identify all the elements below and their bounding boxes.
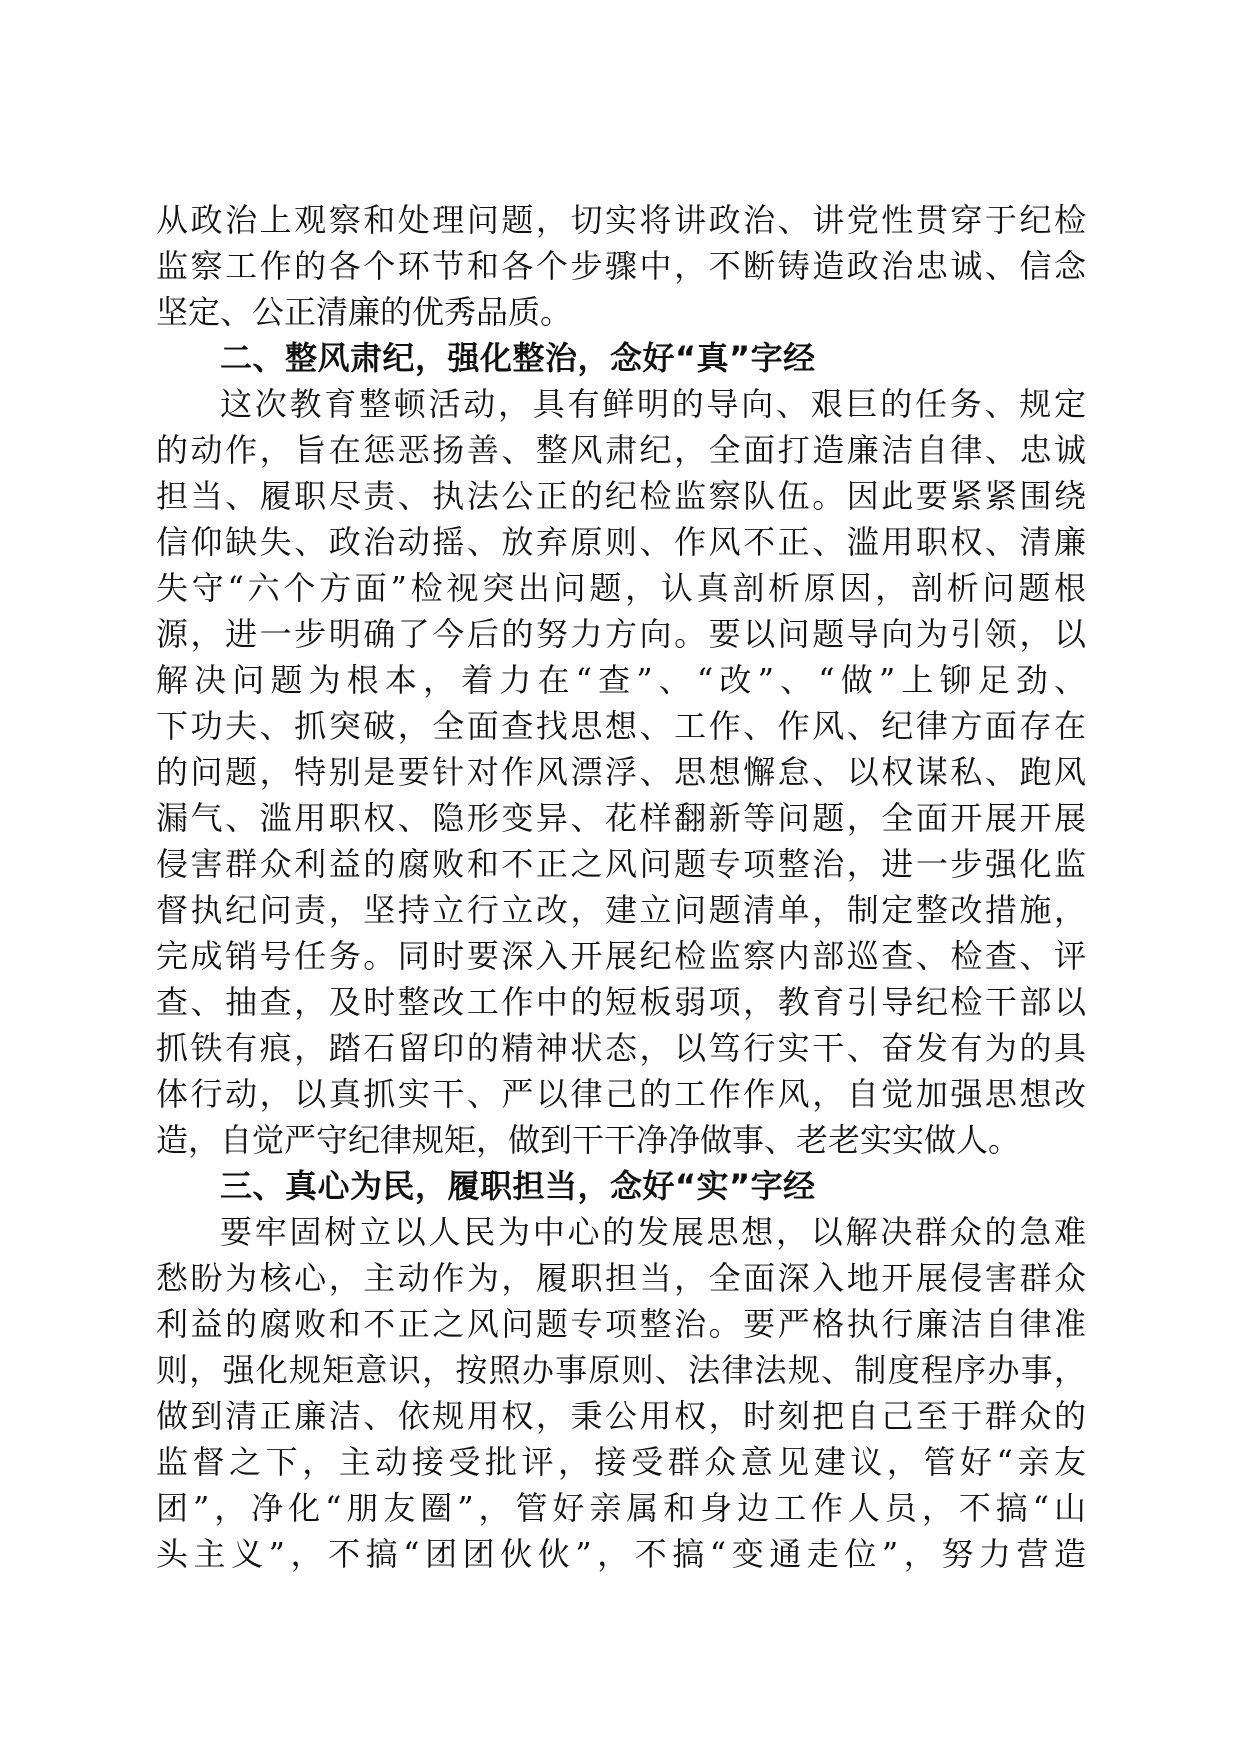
- body-line: 信仰缺失、政治动摇、放弃原则、作风不正、滥用职权、清廉: [156, 523, 1086, 561]
- body-line: 团”，净化“朋友圈”，管好亲属和身边工作人员，不搞“山: [156, 1489, 1086, 1527]
- body-line: 体行动，以真抓实干、严以律己的工作作风，自觉加强思想改: [156, 1075, 1086, 1113]
- body-line: 完成销号任务。同时要深入开展纪检监察内部巡查、检查、评: [156, 937, 1086, 975]
- body-line: 造，自觉严守纪律规矩，做到干干净净做事、老老实实做人。: [156, 1121, 1021, 1159]
- body-line: 源，进一步明确了今后的努力方向。要以问题导向为引领，以: [156, 615, 1086, 653]
- body-line: 下功夫、抓突破，全面查找思想、工作、作风、纪律方面存在: [156, 707, 1086, 745]
- section-heading-3: 三、真心为民，履职担当，念好“实”字经: [220, 1167, 816, 1205]
- body-line: 的问题，特别是要针对作风漂浮、思想懈怠、以权谋私、跑风: [156, 753, 1086, 791]
- body-line: 从政治上观察和处理问题，切实将讲政治、讲党性贯穿于纪检: [156, 201, 1086, 239]
- body-line: 坚定、公正清廉的优秀品质。: [156, 293, 573, 331]
- body-line: 头主义”，不搞“团团伙伙”，不搞“变通走位”，努力营造: [156, 1535, 1086, 1573]
- body-line: 侵害群众利益的腐败和不正之风问题专项整治，进一步强化监: [156, 845, 1086, 883]
- body-line: 失守“六个方面”检视突出问题，认真剖析原因，剖析问题根: [156, 569, 1086, 607]
- body-line: 监督之下，主动接受批评，接受群众意见建议，管好“亲友: [156, 1443, 1086, 1481]
- section-heading-2: 二、整风肃纪，强化整治，念好“真”字经: [220, 339, 816, 377]
- body-line: 抓铁有痕，踏石留印的精神状态，以笃行实干、奋发有为的具: [156, 1029, 1086, 1067]
- body-line: 做到清正廉洁、依规用权，秉公用权，时刻把自己至于群众的: [156, 1397, 1086, 1435]
- body-line: 愁盼为核心，主动作为，履职担当，全面深入地开展侵害群众: [156, 1259, 1086, 1297]
- body-line: 担当、履职尽责、执法公正的纪检监察队伍。因此要紧紧围绕: [156, 477, 1086, 515]
- body-line: 要牢固树立以人民为中心的发展思想，以解决群众的急难: [220, 1213, 1086, 1251]
- body-line: 解决问题为根本，着力在“查”、“改”、“做”上铆足劲、: [156, 661, 1086, 699]
- body-line: 这次教育整顿活动，具有鲜明的导向、艰巨的任务、规定: [220, 385, 1086, 423]
- body-line: 漏气、滥用职权、隐形变异、花样翻新等问题，全面开展开展: [156, 799, 1086, 837]
- body-line: 则，强化规矩意识，按照办事原则、法律法规、制度程序办事，: [156, 1351, 1086, 1389]
- body-line: 监察工作的各个环节和各个步骤中，不断铸造政治忠诚、信念: [156, 247, 1086, 285]
- body-line: 查、抽查，及时整改工作中的短板弱项，教育引导纪检干部以: [156, 983, 1086, 1021]
- body-line: 督执纪问责，坚持立行立改，建立问题清单，制定整改措施，: [156, 891, 1086, 929]
- body-line: 的动作，旨在惩恶扬善、整风肃纪，全面打造廉洁自律、忠诚: [156, 431, 1086, 469]
- body-line: 利益的腐败和不正之风问题专项整治。要严格执行廉洁自律准: [156, 1305, 1086, 1343]
- document-body: [156, 197, 1086, 1577]
